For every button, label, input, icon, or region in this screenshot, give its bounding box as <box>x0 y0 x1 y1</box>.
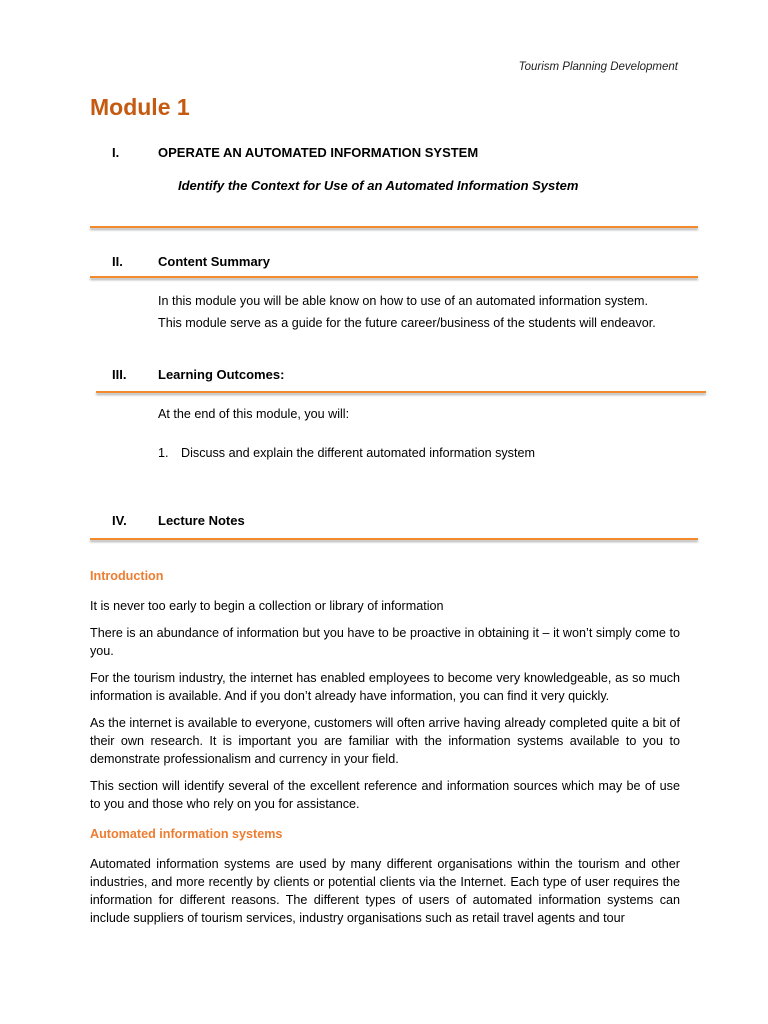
paragraph: As the internet is available to everyone, customers will often arrive having already completed quite a bit of their own research. It is important you are familiar with the information systems available to you to demonstrate professionalism and currency in your field. <box>90 716 680 766</box>
learning-outcomes-intro: At the end of this module, you will: <box>158 407 350 421</box>
section-4-title: Lecture Notes <box>158 513 245 528</box>
introduction-heading: Introduction <box>90 569 164 583</box>
section-1-title: OPERATE AN AUTOMATED INFORMATION SYSTEM <box>158 145 479 160</box>
module-title: Module 1 <box>90 94 190 120</box>
section-1-subtitle: Identify the Context for Use of an Automated Information System <box>178 178 579 193</box>
list-item-number: 1. <box>158 446 169 460</box>
section-divider <box>90 276 698 278</box>
content-summary-line-2: This module serve as a guide for the future career/business of the students will endeavor. <box>158 316 656 330</box>
running-header: Tourism Planning Development <box>518 61 678 73</box>
paragraph: For the tourism industry, the internet has enabled employees to become very knowledgeable, as so much information is available. And if you don’t already have information, you can find it very quickly. <box>90 671 680 703</box>
ais-heading: Automated information systems <box>90 827 283 841</box>
content-summary-line-1: In this module you will be able know on how to use of an automated information system. <box>158 294 649 308</box>
paragraph: It is never too early to begin a collection or library of information <box>90 599 444 613</box>
list-item-text: Discuss and explain the different automated information system <box>181 446 535 460</box>
section-divider <box>96 391 706 393</box>
section-3-title: Learning Outcomes: <box>158 367 285 382</box>
section-1-number: I. <box>112 145 120 160</box>
section-2-title: Content Summary <box>158 254 270 269</box>
paragraph: This section will identify several of the excellent reference and information sources which may be of use to you and those who rely on you for assistance. <box>90 779 680 811</box>
section-2-number: II. <box>112 254 123 269</box>
ais-paragraph: Automated information systems are used by many different organisations within the tourism and other industries, and more recently by clients or potential clients via the Internet. Each type of user requires the information for different reasons. The different types of users of automated information systems can include suppliers of tourism services, industry organisations such as retail travel agents and tour <box>90 857 680 925</box>
section-divider <box>90 226 698 228</box>
section-divider <box>90 538 698 540</box>
paragraph: There is an abundance of information but you have to be proactive in obtaining it – it won’t simply come to you. <box>90 626 680 658</box>
section-3-number: III. <box>112 367 127 382</box>
section-4-number: IV. <box>112 513 127 528</box>
